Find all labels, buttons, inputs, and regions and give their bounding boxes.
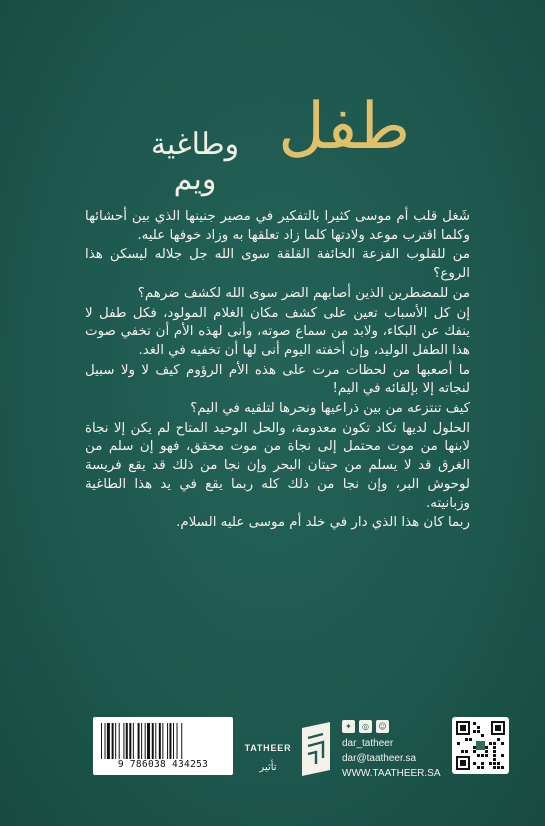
isbn-number: 9 786038 434253: [117, 759, 209, 770]
snapchat-icon[interactable]: ☺: [376, 720, 389, 733]
blurb-paragraph: ربما كان هذا الذي دار في خلد أم موسى عليه السلام.: [176, 515, 470, 531]
blurb-paragraph: كيف تنتزعه من بين ذراعيها ونحرها لتلقيه في اليم؟: [190, 401, 470, 417]
instagram-icon[interactable]: ◎: [359, 720, 372, 733]
blurb-paragraph: شَغل قلب أم موسى كثيرا بالتفكير في مصير جنينها الذي بين أحشائها وكلما اقترب موعد ولادتها كلما زاد تعلقها به وزاد خوفها عليه.: [85, 209, 470, 243]
publisher-logo-icon: [298, 722, 334, 776]
blurb-paragraph: من للمضطرين الذين أصابهم الضر سوى الله لكشف ضرهم؟: [137, 285, 470, 301]
social-handle[interactable]: dar_tatheer: [342, 738, 394, 749]
blurb-paragraph: من للقلوب الفزعة الخائفة القلقة سوى الله جل جلاله ليسكن هذا الروع؟: [85, 247, 470, 282]
website-link[interactable]: WWW.TAATHEER.SA: [342, 768, 441, 779]
title-main: طفل: [278, 90, 410, 164]
qr-code[interactable]: [452, 717, 509, 774]
blurb-paragraph: ما أصعبها من لحظات مرت على هذه الأم الرؤوم كيف لا ولا سبيل لنجاته إلا بإلقائه في اليم!: [85, 362, 470, 397]
publisher-name-en: TATHEER: [244, 743, 292, 753]
contact-email[interactable]: dar@taatheer.sa: [342, 753, 417, 764]
publisher-name-ar: تأثير: [259, 762, 277, 773]
book-title: [140, 90, 410, 205]
blurb-paragraph: الحلول لديها تكاد تكون معدومة، والحل الوحيد المتاح لم يكن إلا نجاة لابنها من موت محتمل إلى نجاة من موت محقق، فهو إن سلم من الغرق قد لا يسلم من حيتان البحر وإن نجا من ذلك قد يقع فريسة لوحوش البر، وإن نجا من ذلك كله ربما يقع في يد هذا الطاغية وزبانيته.: [85, 420, 470, 511]
blurb-text: [85, 208, 470, 534]
title-subtitle: وطاغية ويم: [150, 127, 240, 197]
blurb-paragraph: إن كل الأسباب تعين على كشف مكان الغلام المولود، فكل طفل لا ينفك عن البكاء، ولابد من سماع صوته، وأنى لهذه الأم أن تخفي صوت هذا الطفل الوليد، وإن أخفته اليوم أنى لها أن تخفيه في الغد.: [85, 305, 470, 358]
isbn-barcode: [93, 717, 233, 775]
social-icons: [342, 720, 389, 734]
barcode-bars: [101, 723, 225, 759]
twitter-icon[interactable]: ✦: [342, 720, 355, 733]
